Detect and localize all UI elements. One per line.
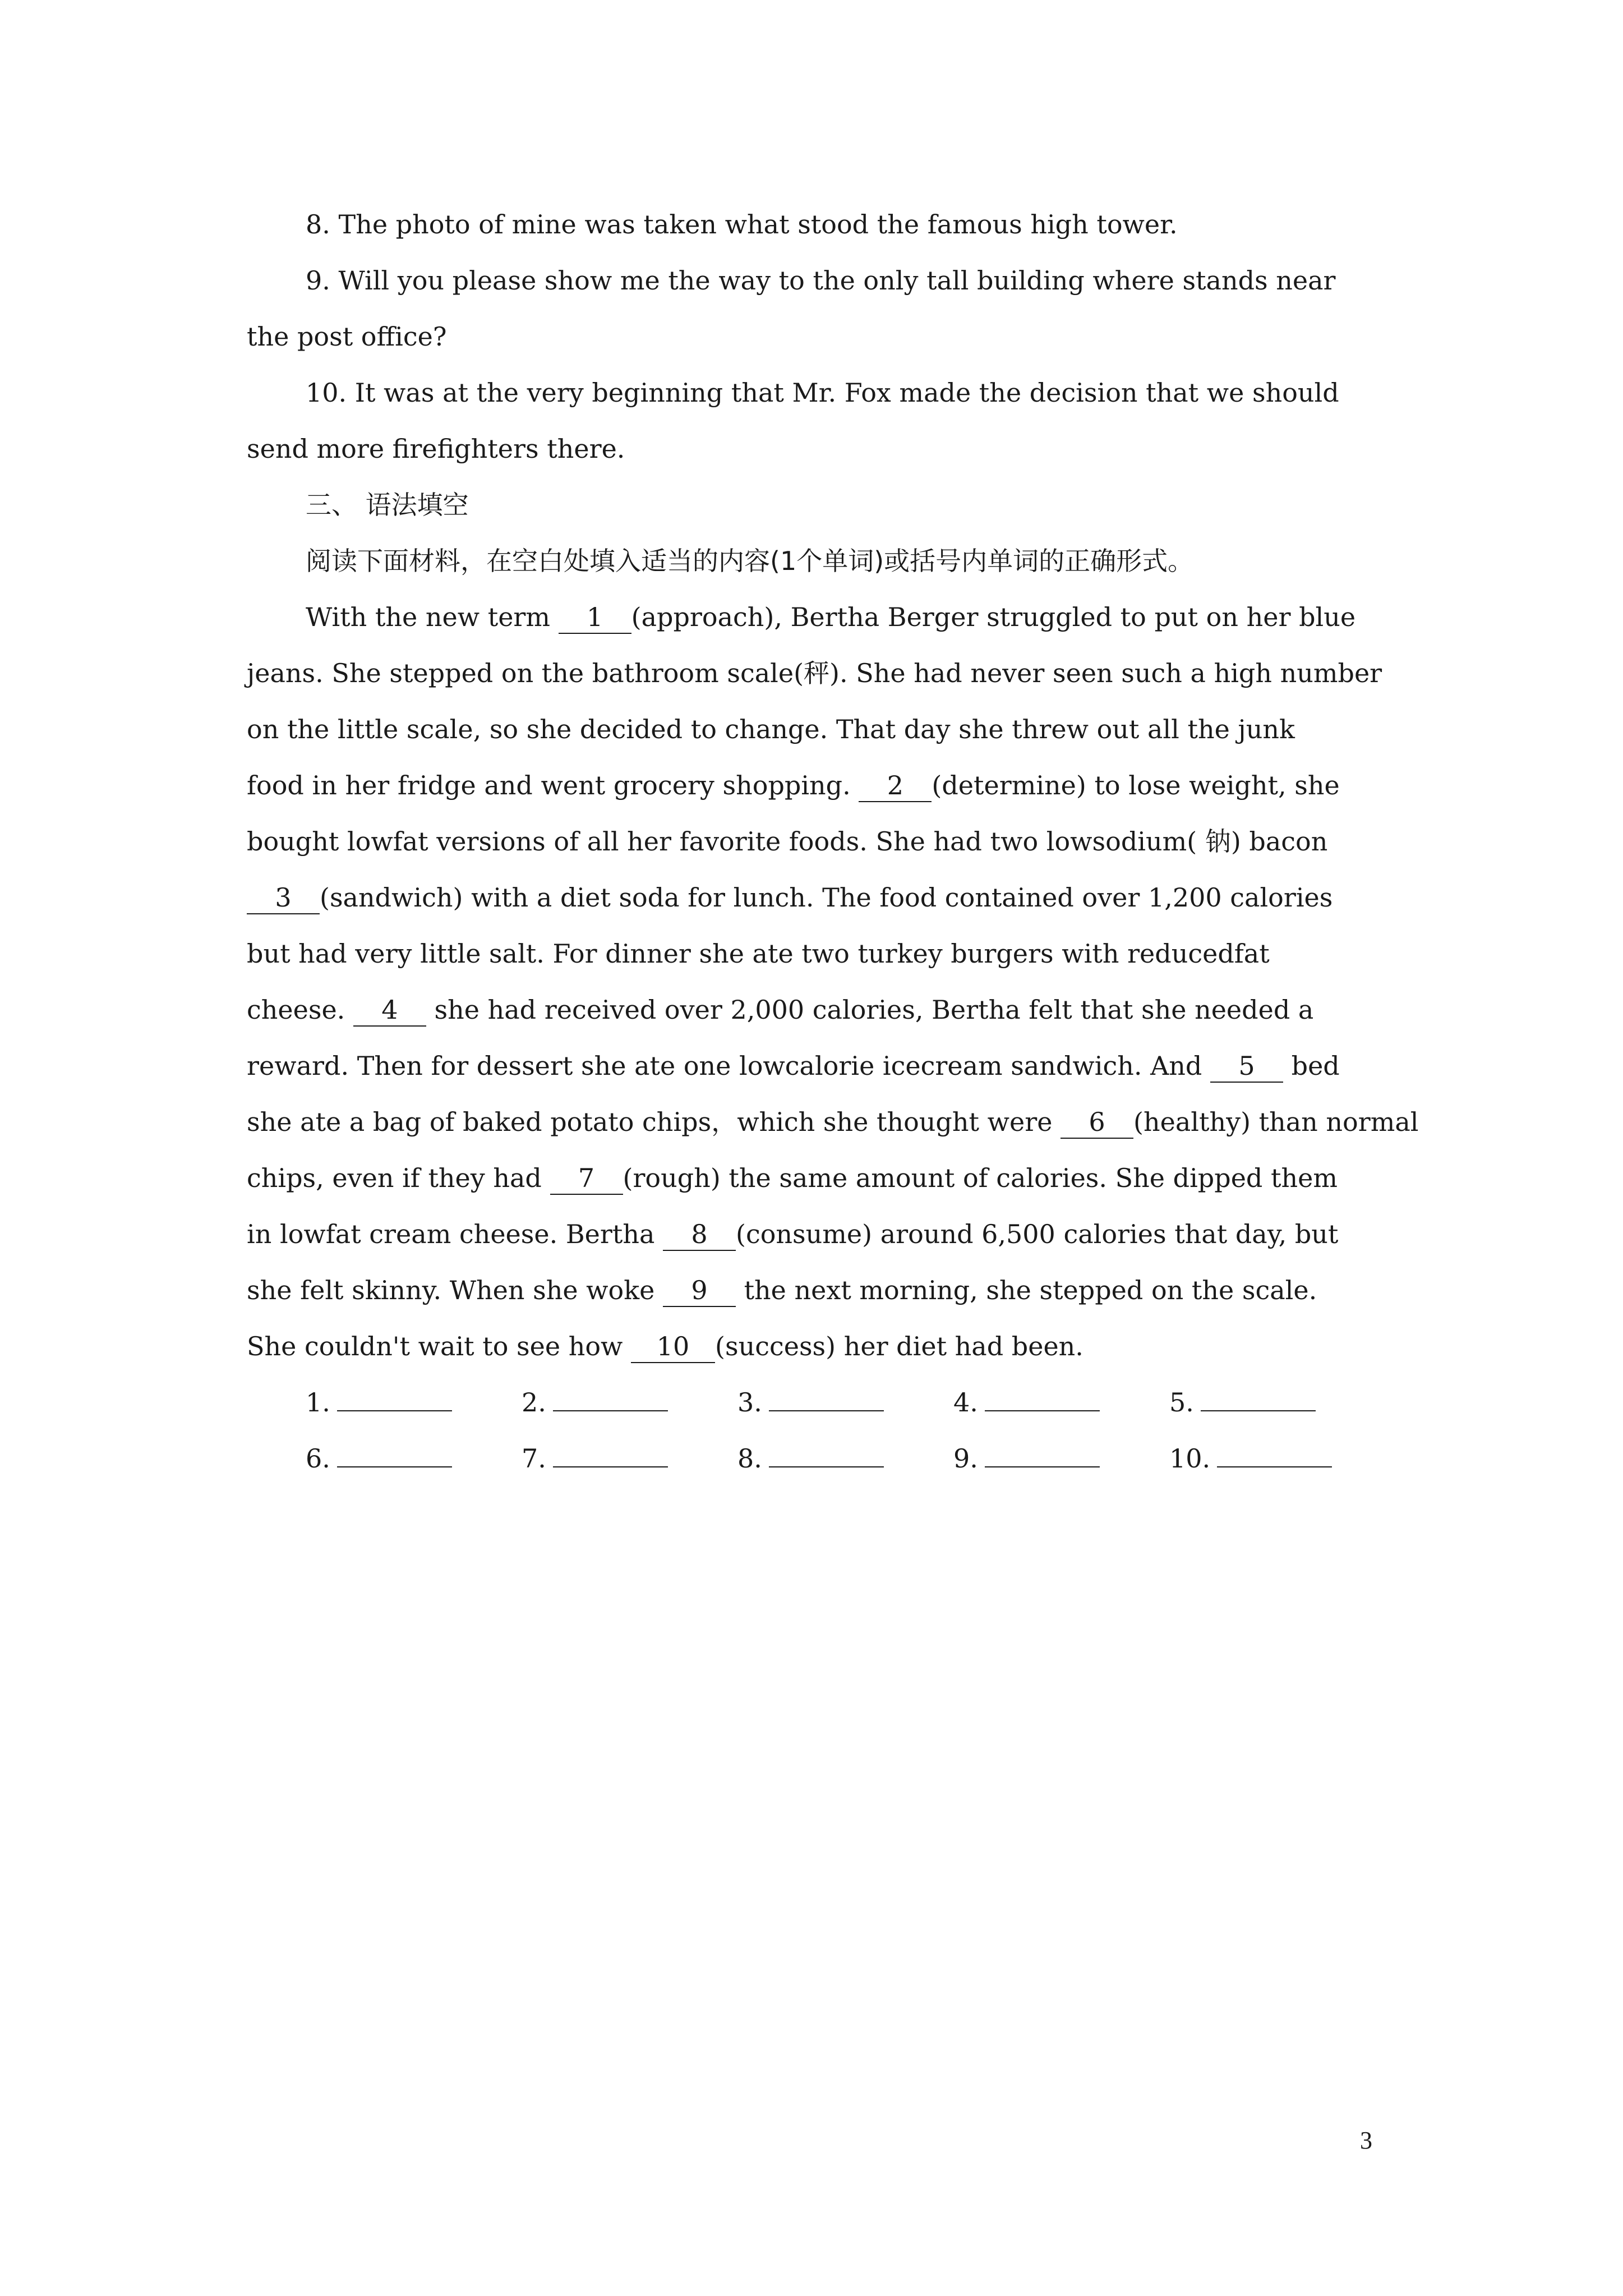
passage-text: chips, even if they had <box>247 1163 550 1193</box>
blank-3: 3 <box>247 869 320 926</box>
passage-text: (success) her diet had been. <box>715 1331 1083 1361</box>
answer-slot-2[interactable]: 2. <box>522 1374 737 1430</box>
sentence-9-line-1: 9. Will you please show me the way to the only tall building where stands near <box>306 265 1336 296</box>
passage-line-6 <box>247 869 1492 926</box>
passage-line-11 <box>247 1150 1492 1206</box>
passage-text: bed <box>1283 1051 1340 1081</box>
passage-line-2: jeans. She stepped on the bathroom scale(秤). She had never seen such a high number <box>247 658 1382 688</box>
page-number: 3 <box>1360 2127 1372 2154</box>
passage-text: (consume) around 6,500 calories that day, but <box>736 1219 1339 1249</box>
passage-line-8 <box>247 982 1492 1038</box>
blank-7: 7 <box>550 1150 623 1206</box>
blank-8: 8 <box>663 1206 736 1262</box>
answer-slot-3[interactable]: 3. <box>737 1374 953 1430</box>
answer-slot-10[interactable]: 10. <box>1169 1430 1385 1487</box>
passage-text: she ate a bag of baked potato chips，which she thought were <box>247 1107 1061 1137</box>
blank-4: 4 <box>353 982 426 1038</box>
passage-text: (approach), Bertha Berger struggled to put on her blue <box>631 602 1356 632</box>
passage-text: With the new term <box>306 602 559 632</box>
answer-slot-9[interactable]: 9. <box>953 1430 1169 1487</box>
answer-slot-5[interactable]: 5. <box>1169 1374 1385 1430</box>
passage-line-7: but had very little salt. For dinner she ate two turkey burgers with reducedfat <box>247 938 1270 969</box>
passage-line-9 <box>247 1038 1492 1094</box>
blank-6: 6 <box>1061 1094 1133 1150</box>
blank-5: 5 <box>1210 1038 1283 1094</box>
passage-line-10 <box>247 1094 1492 1150</box>
passage-text: she had received over 2,000 calories, Bertha felt that she needed a <box>426 995 1314 1025</box>
answer-slot-4[interactable]: 4. <box>953 1374 1169 1430</box>
passage-line-12 <box>247 1206 1492 1262</box>
answer-row-1 <box>247 1374 1492 1430</box>
passage-text: she felt skinny. When she woke <box>247 1275 663 1305</box>
answer-slot-7[interactable]: 7. <box>522 1430 737 1487</box>
answer-slot-1[interactable]: 1. <box>306 1374 522 1430</box>
passage-line-13 <box>247 1262 1492 1318</box>
sentence-10-line-2: send more firefighters there. <box>247 434 625 464</box>
blank-10: 10 <box>631 1318 715 1374</box>
sentence-10-line-1: 10. It was at the very beginning that Mr. Fox made the decision that we should <box>306 378 1339 408</box>
section-heading: 三、 语法填空 <box>306 490 469 520</box>
passage-line-1 <box>247 589 1492 645</box>
document-content <box>247 196 1492 1487</box>
passage-text: (determine) to lose weight, she <box>932 770 1340 800</box>
answer-slot-6[interactable]: 6. <box>306 1430 522 1487</box>
passage-text: reward. Then for dessert she ate one lowcalorie icecream sandwich. And <box>247 1051 1210 1081</box>
passage-text: the next morning, she stepped on the scale. <box>735 1275 1317 1305</box>
sentence-8: 8. The photo of mine was taken what stood the famous high tower. <box>306 209 1178 240</box>
passage-line-4 <box>247 757 1492 813</box>
passage-text: in lowfat cream cheese. Bertha <box>247 1219 663 1249</box>
passage-text: cheese. <box>247 995 353 1025</box>
passage-text: food in her fridge and went grocery shopping. <box>247 770 859 800</box>
passage-text: (sandwich) with a diet soda for lunch. The food contained over 1,200 calories <box>320 882 1333 913</box>
passage-text: (healthy) than normal <box>1133 1107 1419 1137</box>
sentence-9-line-2: the post office? <box>247 321 447 352</box>
section-instruction: 阅读下面材料，在空白处填入适当的内容(1个单词)或括号内单词的正确形式。 <box>306 546 1194 576</box>
blank-2: 2 <box>859 757 932 813</box>
passage-text: She couldn't wait to see how <box>247 1331 631 1361</box>
answer-row-2 <box>247 1430 1492 1487</box>
passage-line-3: on the little scale, so she decided to change. That day she threw out all the junk <box>247 714 1295 744</box>
blank-1: 1 <box>559 589 631 645</box>
answer-slot-8[interactable]: 8. <box>737 1430 953 1487</box>
blank-9: 9 <box>663 1262 736 1318</box>
passage-text: (rough) the same amount of calories. She dipped them <box>623 1163 1338 1193</box>
passage-line-14 <box>247 1318 1492 1374</box>
passage-line-5: bought lowfat versions of all her favorite foods. She had two lowsodium( 钠) bacon <box>247 826 1328 857</box>
